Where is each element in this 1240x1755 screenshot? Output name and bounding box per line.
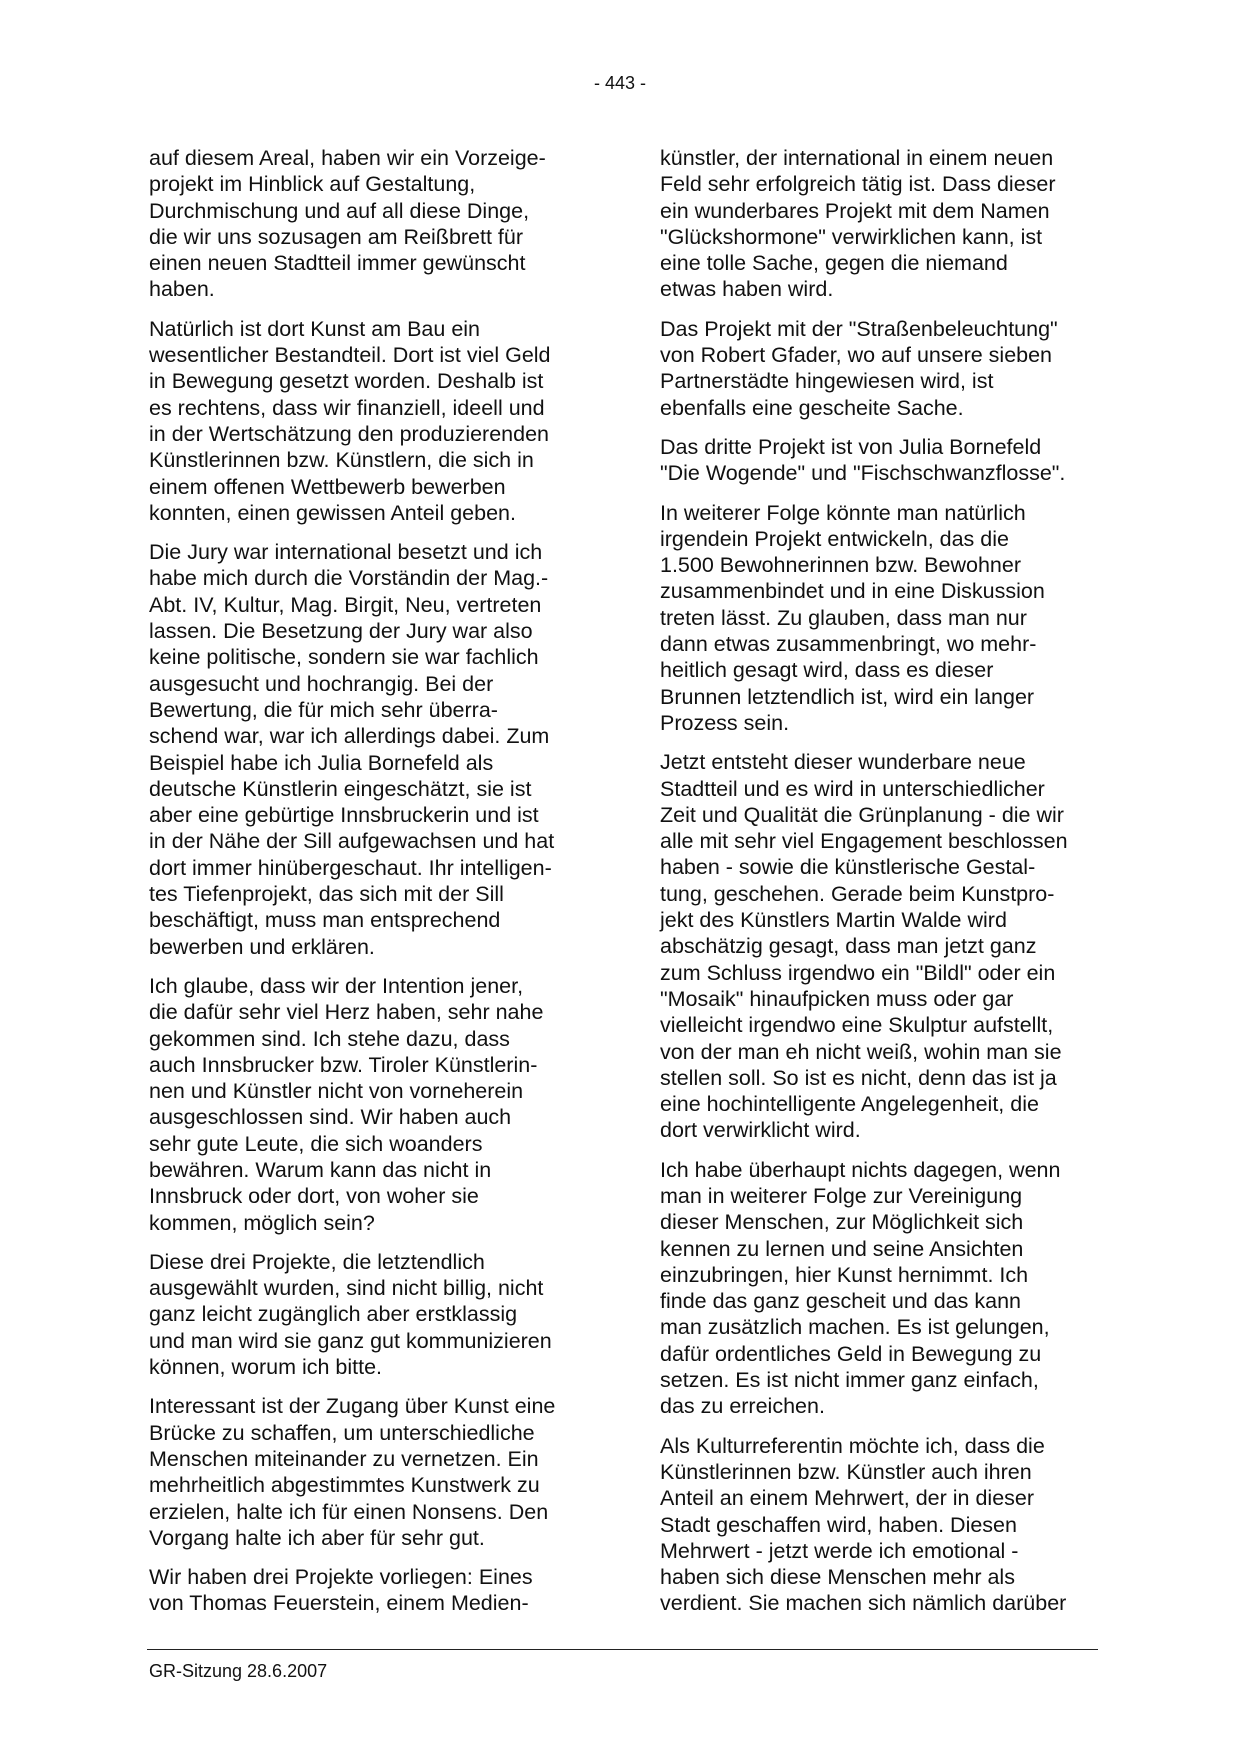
text-line: Vorgang halte ich aber für sehr gut. [149,1525,485,1550]
text-line: Abt. IV, Kultur, Mag. Birgit, Neu, vertreten [149,592,542,617]
text-line: dann etwas zusammenbringt, wo mehr- [660,632,1037,657]
text-line: man zusätzlich machen. Es ist gelungen, [660,1315,1050,1340]
text-line: Stadt geschaffen wird, haben. Diesen [660,1512,1017,1537]
text-line: ausgesucht und hochrangig. Bei der [149,671,494,696]
text-line: eine tolle Sache, gegen die niemand [660,251,1008,276]
text-line: schend war, war ich allerdings dabei. Zum [149,724,550,749]
text-line: Jetzt entsteht dieser wunderbare neue [660,750,1026,775]
text-line: es rechtens, dass wir finanziell, ideell und [149,395,545,420]
text-line: Stadtteil und es wird in unterschiedlicher [660,776,1045,801]
text-line: finde das ganz gescheit und das kann [660,1289,1021,1314]
text-line: die wir uns sozusagen am Reißbrett für [149,224,524,249]
text-line: ganz leicht zugänglich aber erstklassig [149,1302,518,1327]
text-line: etwas haben wird. [660,277,834,302]
text-line: einem offenen Wettbewerb bewerben [149,474,506,499]
paragraph [149,1249,599,1380]
text-line: erzielen, halte ich für einen Nonsens. Den [149,1499,549,1524]
text-line: können, worum ich bitte. [149,1355,383,1380]
text-line: Wir haben drei Projekte vorliegen: Eines [149,1565,533,1590]
text-line: mehrheitlich abgestimmtes Kunstwerk zu [149,1473,540,1498]
text-line: dort verwirklicht wird. [660,1118,861,1143]
paragraph [149,973,599,1236]
paragraph [660,145,1110,303]
text-line: Durchmischung und auf all diese Dinge, [149,198,530,223]
text-line: das zu erreichen. [660,1394,825,1419]
text-line: "Glückshormone" verwirklichen kann, ist [660,224,1043,249]
text-line: kennen zu lernen und seine Ansichten [660,1236,1024,1261]
text-line: konnten, einen gewissen Anteil geben. [149,500,516,525]
text-line: Innsbruck oder dort, von woher sie [149,1184,479,1209]
paragraph [660,1433,1110,1617]
text-line: habe mich durch die Vorständin der Mag.- [149,566,549,591]
text-line: dieser Menschen, zur Möglichkeit sich [660,1210,1024,1235]
text-line: Ich habe überhaupt nichts dagegen, wenn [660,1157,1061,1182]
text-line: von Thomas Feuerstein, einem Medien- [149,1591,529,1616]
text-line: ausgewählt wurden, sind nicht billig, nicht [149,1276,544,1301]
text-line: heitlich gesagt wird, dass es dieser [660,658,994,683]
text-line: Natürlich ist dort Kunst am Bau ein [149,316,481,341]
paragraph [149,145,599,303]
text-line: alle mit sehr viel Engagement beschlossen [660,829,1068,854]
text-line: 1.500 Bewohnerinnen bzw. Bewohner [660,553,1021,578]
text-line: keine politische, sondern sie war fachlich [149,645,539,670]
text-line: Feld sehr erfolgreich tätig ist. Dass dieser [660,172,1056,197]
text-line: treten lässt. Zu glauben, dass man nur [660,605,1027,630]
text-line: haben. [149,277,215,302]
text-line: in Bewegung gesetzt worden. Deshalb ist [149,369,544,394]
text-line: einen neuen Stadtteil immer gewünscht [149,251,526,276]
text-line: dort immer hinübergeschaut. Ihr intelligen- [149,855,552,880]
text-line: in der Wertschätzung den produzierenden [149,421,549,446]
text-line: gekommen sind. Ich stehe dazu, dass [149,1026,510,1051]
text-line: kommen, möglich sein? [149,1210,375,1235]
text-line: Künstlerinnen bzw. Künstler auch ihren [660,1459,1032,1484]
text-line: einzubringen, hier Kunst hernimmt. Ich [660,1262,1029,1287]
text-line: und man wird sie ganz gut kommunizieren [149,1328,552,1353]
text-line: Anteil an einem Mehrwert, der in dieser [660,1486,1035,1511]
text-line: Ich glaube, dass wir der Intention jener, [149,973,524,998]
text-line: auf diesem Areal, haben wir ein Vorzeige- [149,146,546,170]
text-line: zusammenbindet und in eine Diskussion [660,579,1045,604]
text-line: eine hochintelligente Angelegenheit, die [660,1092,1039,1117]
text-line: zum Schluss irgendwo ein "Bildl" oder ein [660,960,1056,985]
paragraph [149,1564,599,1617]
text-line: haben - sowie die künstlerische Gestal- [660,855,1036,880]
text-line: tes Tiefenprojekt, das sich mit der Sill [149,882,504,907]
left-column [149,145,599,1630]
text-line: verdient. Sie machen sich nämlich darüber [660,1591,1067,1616]
text-line: tung, geschehen. Gerade beim Kunstpro- [660,881,1055,906]
text-line: projekt im Hinblick auf Gestaltung, [149,172,476,197]
text-line: Als Kulturreferentin möchte ich, dass die [660,1433,1045,1458]
text-line: Das Projekt mit der "Straßenbeleuchtung" [660,316,1058,341]
text-line: setzen. Es ist nicht immer ganz einfach, [660,1368,1039,1393]
text-line: aber eine gebürtige Innsbruckerin und ist [149,803,539,828]
text-line: künstler, der international in einem neuen [660,146,1054,170]
text-line: beschäftigt, muss man entsprechend [149,908,501,933]
text-line: haben sich diese Menschen mehr als [660,1565,1015,1590]
text-line: Die Jury war international besetzt und ich [149,540,543,565]
right-column [660,145,1110,1630]
text-line: Prozess sein. [660,710,790,735]
text-line: bewerben und erklären. [149,934,375,959]
text-line: sehr gute Leute, die sich woanders [149,1131,483,1156]
text-line: vielleicht irgendwo eine Skulptur aufstellt, [660,1013,1054,1038]
text-line: deutsche Künstlerin eingeschätzt, sie ist [149,776,532,801]
text-line: Brücke zu schaffen, um unterschiedliche [149,1420,535,1445]
paragraph [149,539,599,960]
text-line: ausgeschlossen sind. Wir haben auch [149,1105,512,1130]
text-line: Das dritte Projekt ist von Julia Bornefeld [660,434,1042,459]
text-line: wesentlicher Bestandteil. Dort ist viel Geld [149,343,551,368]
text-line: Mehrwert - jetzt werde ich emotional - [660,1538,1019,1563]
text-line: bewähren. Warum kann das nicht in [149,1157,492,1182]
text-line: ein wunderbares Projekt mit dem Namen [660,198,1050,223]
text-line: Interessant ist der Zugang über Kunst eine [149,1394,556,1419]
text-line: stellen soll. So ist es nicht, denn das ist ja [660,1065,1057,1090]
footer-session-date: GR-Sitzung 28.6.2007 [149,1661,328,1681]
page-number: - 443 - [593,73,647,93]
paragraph [149,316,599,526]
text-line: irgendein Projekt entwickeln, das die [660,526,1009,551]
text-line: nen und Künstler nicht von vorneherein [149,1079,524,1104]
paragraph [660,500,1110,737]
text-line: Menschen miteinander zu vernetzen. Ein [149,1446,539,1471]
text-line: man in weiterer Folge zur Vereinigung [660,1183,1023,1208]
text-line: dafür ordentliches Geld in Bewegung zu [660,1341,1042,1366]
text-line: Brunnen letztendlich ist, wird ein langer [660,684,1035,709]
text-line: jekt des Künstlers Martin Walde wird [660,908,1007,933]
text-line: "Die Wogende" und "Fischschwanzflosse". [660,461,1066,486]
paragraph [660,1157,1110,1420]
paragraph [660,316,1110,421]
text-line: abschätzig gesagt, dass man jetzt ganz [660,934,1037,959]
paragraph [660,749,1110,1143]
paragraph [660,434,1110,487]
text-line: lassen. Die Besetzung der Jury war also [149,619,533,644]
text-line: "Mosaik" hinaufpicken muss oder gar [660,986,1014,1011]
text-line: auch Innsbrucker bzw. Tiroler Künstlerin- [149,1052,538,1077]
text-line: in der Nähe der Sill aufgewachsen und hat [149,829,555,854]
text-line: Zeit und Qualität die Grünplanung - die wir [660,802,1064,827]
footer-divider [147,1649,1098,1650]
text-line: Künstlerinnen bzw. Künstlern, die sich in [149,448,534,473]
text-line: die dafür sehr viel Herz haben, sehr nahe [149,1000,544,1025]
text-line: ebenfalls eine gescheite Sache. [660,395,964,420]
text-line: Bewertung, die für mich sehr überra- [149,697,498,722]
text-line: Partnerstädte hingewiesen wird, ist [660,369,994,394]
text-line: In weiterer Folge könnte man natürlich [660,500,1026,525]
text-line: von Robert Gfader, wo auf unsere sieben [660,343,1053,368]
text-line: Diese drei Projekte, die letztendlich [149,1249,485,1274]
text-line: von der man eh nicht weiß, wohin man sie [660,1039,1062,1064]
paragraph [149,1393,599,1551]
text-line: Beispiel habe ich Julia Bornefeld als [149,750,494,775]
